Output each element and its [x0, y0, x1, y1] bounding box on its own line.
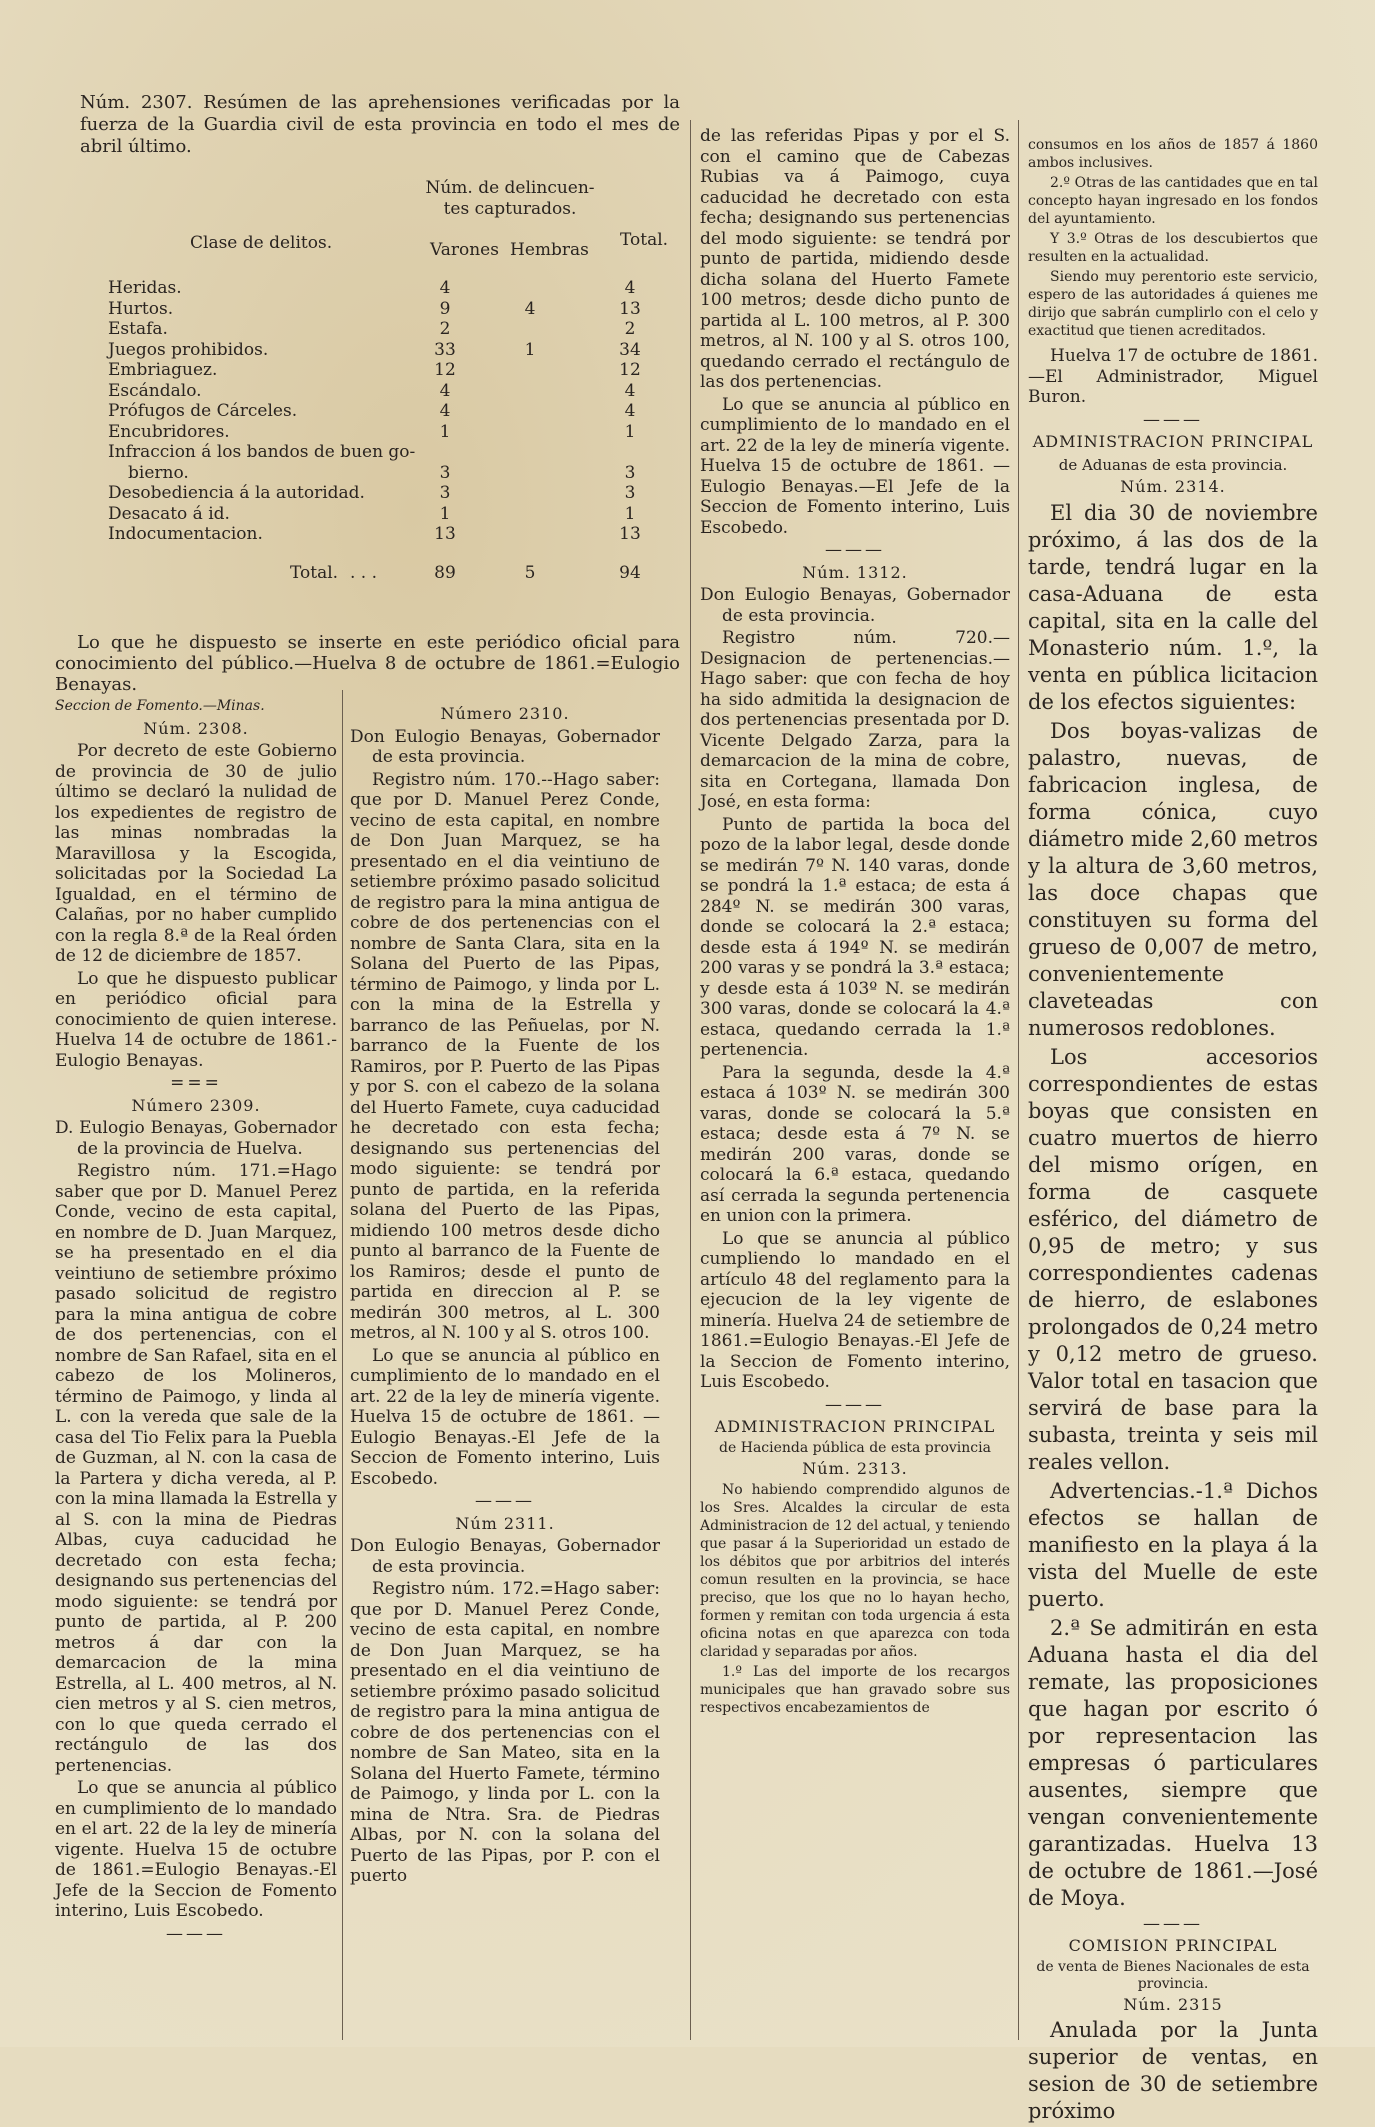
adm-hacienda-subtitle: de Hacienda pública de esta provincia — [719, 1439, 991, 1456]
crime-varones: 3 — [439, 483, 451, 503]
text-2313b: 1.º Las del importe de los recargos municipales que han gravado sobre sus respectivos encabezamientos de — [700, 1664, 1010, 1716]
announcement-2307-footer — [55, 632, 680, 697]
text-2311b: de las referidas Pipas y por el S. con el camino que de Cabezas Rubias va á Paimogo, cuya caducidad he decretado con esta fecha; designando sus pertenencias del modo siguiente: se tendrá por punto de partida, midiendo desde dicha solana del Huerto Famete 100 metros; desde dicho punto de partida al L. 100 metros, al P. 300 metros, al N. 100 y al S. otros 100, quedando cerrado el rectángulo de las dos pertenencias. — [700, 126, 1010, 392]
footer-text: Lo que he dispuesto se inserte en este periódico oficial para conocimiento del público.—Huelva 8 de octubre de 1861.=Eulogio Benayas. — [55, 632, 680, 695]
column-3 — [700, 126, 1010, 1719]
crime-row — [80, 340, 665, 361]
crime-name: Hurtos. — [108, 298, 174, 319]
separator: ——— — [1143, 1913, 1203, 1934]
text-2308a: Por decreto de este Gobierno de provincia de 30 de julio último se declaró la nulidad de los expedientes de registro de las minas nombradas la Maravillosa y la Escogida, solicitadas por la Sociedad La Igualdad, en el término de Calañas, por no haber cumplido con la regla 8.ª de la Real órden de 12 de diciembre de 1857. — [55, 741, 337, 966]
crime-row — [80, 504, 665, 525]
crime-row — [80, 463, 665, 484]
crime-row — [80, 401, 665, 422]
text-2313e: Y 3.º Otras de los descubiertos que resulten en la actualidad. — [1028, 231, 1318, 265]
separator: ——— — [1143, 409, 1203, 430]
crimes-table — [80, 168, 669, 587]
text-2313g: Huelva 17 de octubre de 1861.—El Administrador, Miguel Buron. — [1028, 346, 1318, 407]
text-2312a: Registro núm. 720.—Designacion de pertenencias.—Hago saber: que con fecha de hoy ha sido admitida la designacion de dos pertenencias presentada por D. Vicente Delgado Zarza, para la demarcacion de la mina de cobre, sita en Cortegana, llamada Don José, en esta forma: — [700, 628, 1010, 812]
separator: ——— — [475, 1491, 535, 1511]
crime-name: Desobediencia á la autoridad. — [108, 483, 365, 503]
text-2312b: Punto de partida la boca del pozo de la labor legal, desde donde se medirán 7º N. 140 varas, donde se pondrá la 1.ª estaca; de esta á 284º N. se medirán 300 varas, donde se colocará la 2.ª estaca; desde esta á 194º N. se medirán 200 varas y se pondrá la 3.ª estaca; y desde esta á 103º N. se medirán 300 varas, donde se colocará la 4.ª estaca, quedando cerrada la 1.ª pertenencia. — [700, 814, 1010, 1060]
col-head-clase: Clase de delitos. — [190, 233, 333, 253]
title-2312: Don Eulogio Benayas, Gobernador de esta provincia. — [700, 585, 1010, 626]
crime-row — [80, 422, 665, 443]
section-fomento-minas: Seccion de Fomento.—Minas. — [55, 698, 265, 714]
text-2313c: consumos en los años de 1857 á 1860 ambos inclusives. — [1028, 137, 1318, 171]
crime-name: Encubridores. — [108, 421, 230, 442]
separator: ——— — [166, 1923, 226, 1944]
crime-total: 4 — [624, 380, 636, 401]
total-label: Total. — [290, 562, 339, 583]
total-hembras: 5 — [524, 562, 536, 583]
crime-name: Heridas. — [108, 278, 182, 298]
text-2313d: 2.º Otras de las cantidades que en tal concepto hayan ingresado en los fondos del ayuntamiento. — [1028, 175, 1318, 227]
crime-name: Juegos prohibidos. — [108, 339, 269, 360]
crime-total: 4 — [624, 278, 636, 298]
crime-name: Indocumentacion. — [108, 524, 263, 544]
crime-varones: 33 — [434, 339, 456, 360]
column-rule — [690, 120, 691, 2040]
crime-name: bierno. — [128, 462, 189, 483]
number-2314: Núm. 2314. — [1120, 477, 1226, 496]
crime-total: 2 — [624, 319, 636, 339]
crime-varones: 3 — [439, 462, 451, 483]
crime-name: Estafa. — [108, 319, 168, 339]
text-2314d: Advertencias.-1.ª Dichos efectos se hallan de manifiesto en la playa á la vista del Muelle de este puerto. — [1028, 1478, 1318, 1611]
separator: ——— — [825, 1394, 885, 1415]
crime-hembras: 4 — [524, 298, 536, 319]
col-head-group: Núm. de delincuen-tes capturados. — [425, 178, 595, 219]
text-2311c: Lo que se anuncia al público en cumplimiento de lo mandado en el art. 22 de la ley de minería vigente. Huelva 15 de octubre de 1861. —Eulogio Benayas.—El Jefe de la Seccion de Fomento interino, Luis Escobedo. — [700, 394, 1010, 538]
crime-varones: 9 — [439, 298, 451, 319]
text-2311a: Registro núm. 172.=Hago saber: que por D. Manuel Perez Conde, vecino de esta capital, en nombre de Don Juan Marquez, se ha presentado en el dia veintiuno de setiembre próximo pasado solicitud de registro para la mina antigua de cobre de dos pertenencias con el nombre de San Mateo, sita en la Solana del Huerto Famete, término de Paimogo, y linda por L. con la mina de Ntra. Sra. de Piedras Albas, por N. con la solana del Puerto de las Pipas, por P. con el puerto — [350, 1579, 660, 1886]
col-head-varones: Varones — [430, 240, 499, 260]
crime-row — [80, 360, 665, 381]
announcement-2307-header — [80, 92, 680, 160]
number-2313: Núm. 2313. — [802, 1458, 908, 1478]
column-2 — [350, 700, 660, 1889]
comision-title: COMISION PRINCIPAL — [1068, 1936, 1278, 1955]
text-2310a: Registro núm. 170.--Hago saber: que por D. Manuel Perez Conde, vecino de esta capital, en nombre de Don Juan Marquez, se ha presentado en el dia veintiuno de setiembre próximo pasado solicitud de registro para la mina antigua de cobre de dos pertenencias con el nombre de Santa Clara, sita en la Solana del Puerto de las Pipas, término de Paimogo, y linda por L. con la mina de la Estrella y barranco de las Peñuelas, por N. barranco de la Fuente de los Ramiros, por P. Puerto de las Pipas y por S. con el cabezo de la solana del Huerto Famete, cuya caducidad he decretado con esta fecha; designando sus pertenencias del modo siguiente: se tendrá por punto de partida, en la referida solana del Puerto de las Pipas, midiendo 100 metros desde dicho punto al barranco de la Fuente de los Ramiros; desde el punto de partida en direccion al P. se medirán 300 metros, al L. 300 metros, al N. 100 y al S. otros 100. — [350, 769, 660, 1343]
crime-name: Escándalo. — [108, 380, 202, 401]
text-2314e: 2.ª Se admitirán en esta Aduana hasta el dia del remate, las proposiciones que hagan por escrito ó por representacion las empresas ó particulares ausentes, siempre que vengan convenientemente garantizadas. Huelva 13 de octubre de 1861.—José de Moya. — [1028, 1615, 1318, 1910]
crime-varones: 4 — [439, 278, 451, 298]
adm-hacienda-title: ADMINISTRACION PRINCIPAL — [714, 1417, 996, 1436]
column-rule — [342, 690, 343, 2040]
crime-total: 12 — [619, 360, 641, 380]
text-2310b: Lo que se anuncia al público en cumplimiento de lo mandado en el art. 22 de la ley de minería vigente. Huelva 15 de octubre de 1861. —Eulogio Benayas.-El Jefe de la Seccion de Fomento interino, Luis Escobedo. — [350, 1345, 660, 1489]
text-2314a: El dia 30 de noviembre próximo, á las dos de la tarde, tendrá lugar en la casa-Aduana de esta capital, sita en la calle del Monasterio núm. 1.º, la venta en pública licitacion de los efectos siguientes: — [1028, 500, 1318, 714]
crimes-total-row — [80, 563, 665, 587]
title-2311: Don Eulogio Benayas, Gobernador de esta provincia. — [350, 1536, 660, 1577]
crime-varones: 4 — [439, 380, 451, 401]
adm-aduanas-subtitle: de Aduanas de esta provincia. — [1058, 455, 1288, 474]
crime-varones: 2 — [439, 319, 451, 339]
number-2312: Núm. 1312. — [802, 562, 908, 582]
total-varones: 89 — [434, 562, 456, 583]
crime-varones: 1 — [439, 503, 451, 524]
text-2314b: Dos boyas-valizas de palastro, nuevas, de fabricacion inglesa, de forma cónica, cuyo diámetro mide 2,60 metros y la altura de 3,60 metros, las doce chapas que constituyen su forma del grueso de 0,007 de metro, convenientemente claveteadas con numerosos redoblones. — [1028, 718, 1318, 1040]
number-2315: Núm. 2315 — [1123, 1994, 1223, 2014]
crime-total: 13 — [619, 524, 641, 544]
text-2313a: No habiendo comprendido algunos de los Sres. Alcaldes la circular de esta Administracion de 12 del actual, y teniendo que pasar á la Superioridad un estado de los débitos que por arbitrios del interés comun resulten en la provincia, se hace preciso, que los que no lo hayan hecho, formen y remitan con toda urgencia á esta oficina notas en que aparezca con toda claridad y separadas por años. — [700, 1482, 1010, 1660]
col-head-total: Total. — [620, 230, 669, 250]
crime-total: 13 — [619, 298, 641, 319]
text-2315a: Anulada por la Junta superior de ventas, en sesion de 30 de setiembre próximo — [1028, 2018, 1318, 2123]
crime-row — [80, 483, 665, 504]
crime-row — [80, 319, 665, 340]
number-2308: Núm. 2308. — [143, 718, 249, 738]
text-2312c: Para la segunda, desde la 4.ª estaca á 103º N. se medirán 300 varas, donde se colocará la 5.ª estaca; desde esta á 7º N. se medirán 200 varas, donde se colocará la 6.ª estaca, quedando así cerrada la segunda pertenencia en union con la primera. — [700, 1062, 1010, 1226]
column-4 — [1028, 136, 1318, 2127]
crime-varones: 4 — [439, 401, 451, 421]
crime-total: 1 — [624, 421, 636, 442]
title-2309: D. Eulogio Benayas, Gobernador de la provincia de Huelva. — [55, 1118, 337, 1159]
crimes-table-header — [80, 168, 669, 278]
adm-aduanas-title: ADMINISTRACION PRINCIPAL — [1032, 432, 1314, 451]
crime-name: Infraccion á los bandos de buen go- — [108, 442, 416, 462]
text-2308b: Lo que he dispuesto publicar en periódico oficial para conocimiento de quien interese. Huelva 14 de octubre de 1861.-Eulogio Benayas. — [55, 968, 337, 1071]
announcement-2307-title: Núm. 2307. Resúmen de las aprehensiones verificadas por la fuerza de la Guardia civil de esta provincia en todo el mes de abril último. — [80, 92, 680, 157]
column-1 — [55, 696, 337, 1946]
number-2310: Número 2310. — [440, 704, 570, 723]
text-2309a: Registro núm. 171.=Hago saber que por D. Manuel Perez Conde, vecino de esta capital, en nombre de D. Juan Marquez, se ha presentado en el dia veintiuno de setiembre próximo pasado solicitud de registro para la mina antigua de cobre de dos pertenencias, con el nombre de San Rafael, sita en el cabezo de los Molineros, término de Paimogo, y linda al L. con la vereda que sale de la casa del Tio Felix para la Puebla de Guzman, al N. con la casa de la Partera y dicha vereda, al P. con la mina llamada la Estrella y al S. con la mina de Piedras Albas, cuya caducidad he decretado con esta fecha; designando sus pertenencias del modo siguiente: se tendrá por punto de partida, al P. 200 metros á dar con la demarcacion de la mina Estrella, al L. 400 metros, al N. cien metros y al S. cien metros, con lo que queda cerrado el rectángulo de las dos pertenencias. — [55, 1161, 337, 1776]
crime-total: 3 — [624, 483, 636, 503]
number-2309: Número 2309. — [131, 1095, 261, 1115]
title-2310: Don Eulogio Benayas, Gobernador de esta provincia. — [350, 726, 660, 767]
text-2309b: Lo que se anuncia al público en cumplimiento de lo mandado en el art. 22 de la ley de minería vigente. Huelva 15 de octubre de 1861.=Eulogio Benayas.-El Jefe de la Seccion de Fomento interino, Luis Escobedo. — [55, 1778, 337, 1921]
crime-total: 34 — [619, 339, 641, 360]
crime-row — [80, 524, 665, 545]
crime-row — [80, 278, 665, 299]
crime-row — [80, 381, 665, 402]
text-2312d: Lo que se anuncia al público cumpliendo lo mandado en el artículo 48 del reglamento para la ejecucion de la ley vigente de minería. Huelva 24 de setiembre de 1861.=Eulogio Benayas.-El Jefe de la Seccion de Fomento interino, Luis Escobedo. — [700, 1228, 1010, 1392]
crime-varones: 12 — [434, 360, 456, 380]
col-head-hembras: Hembras — [510, 240, 589, 260]
comision-subtitle: de venta de Bienes Nacionales de esta provincia. — [1036, 1958, 1310, 1992]
separator: ——— — [825, 540, 885, 560]
crime-varones: 13 — [434, 524, 456, 544]
separator: === — [170, 1073, 222, 1093]
crime-name: Embriaguez. — [108, 360, 218, 380]
crime-varones: 1 — [439, 421, 451, 442]
total-total: 94 — [619, 562, 641, 583]
number-2311: Núm 2311. — [455, 1513, 555, 1533]
crime-name: Prófugos de Cárceles. — [108, 401, 298, 421]
crime-total: 4 — [624, 401, 636, 421]
crime-hembras: 1 — [524, 339, 536, 360]
crime-total: 3 — [624, 462, 636, 483]
crimes-table-body — [80, 278, 665, 545]
text-2314c: Los accesorios correspondientes de estas boyas que consisten en cuatro muertos de hierro del mismo orígen, en forma de casquete esférico, del diámetro de 0,95 de metro; y sus correspondientes cadenas de hierro, de eslabones prolongados de 0,24 metro y 0,12 metro de grueso. Valor total en tasacion que servirá de base para la subasta, treinta y seis mil reales vellon. — [1028, 1044, 1318, 1474]
crime-row — [80, 442, 665, 463]
crime-total: 1 — [624, 503, 636, 524]
column-rule — [1018, 120, 1019, 2040]
crime-name: Desacato á id. — [108, 503, 230, 524]
crime-row — [80, 299, 665, 320]
text-2313f: Siendo muy perentorio este servicio, espero de las autoridades á quienes me dirijo que sabrán cumplirlo con el celo y exactitud que tienen acreditados. — [1028, 269, 1318, 339]
total-dots: . . . — [350, 562, 378, 583]
